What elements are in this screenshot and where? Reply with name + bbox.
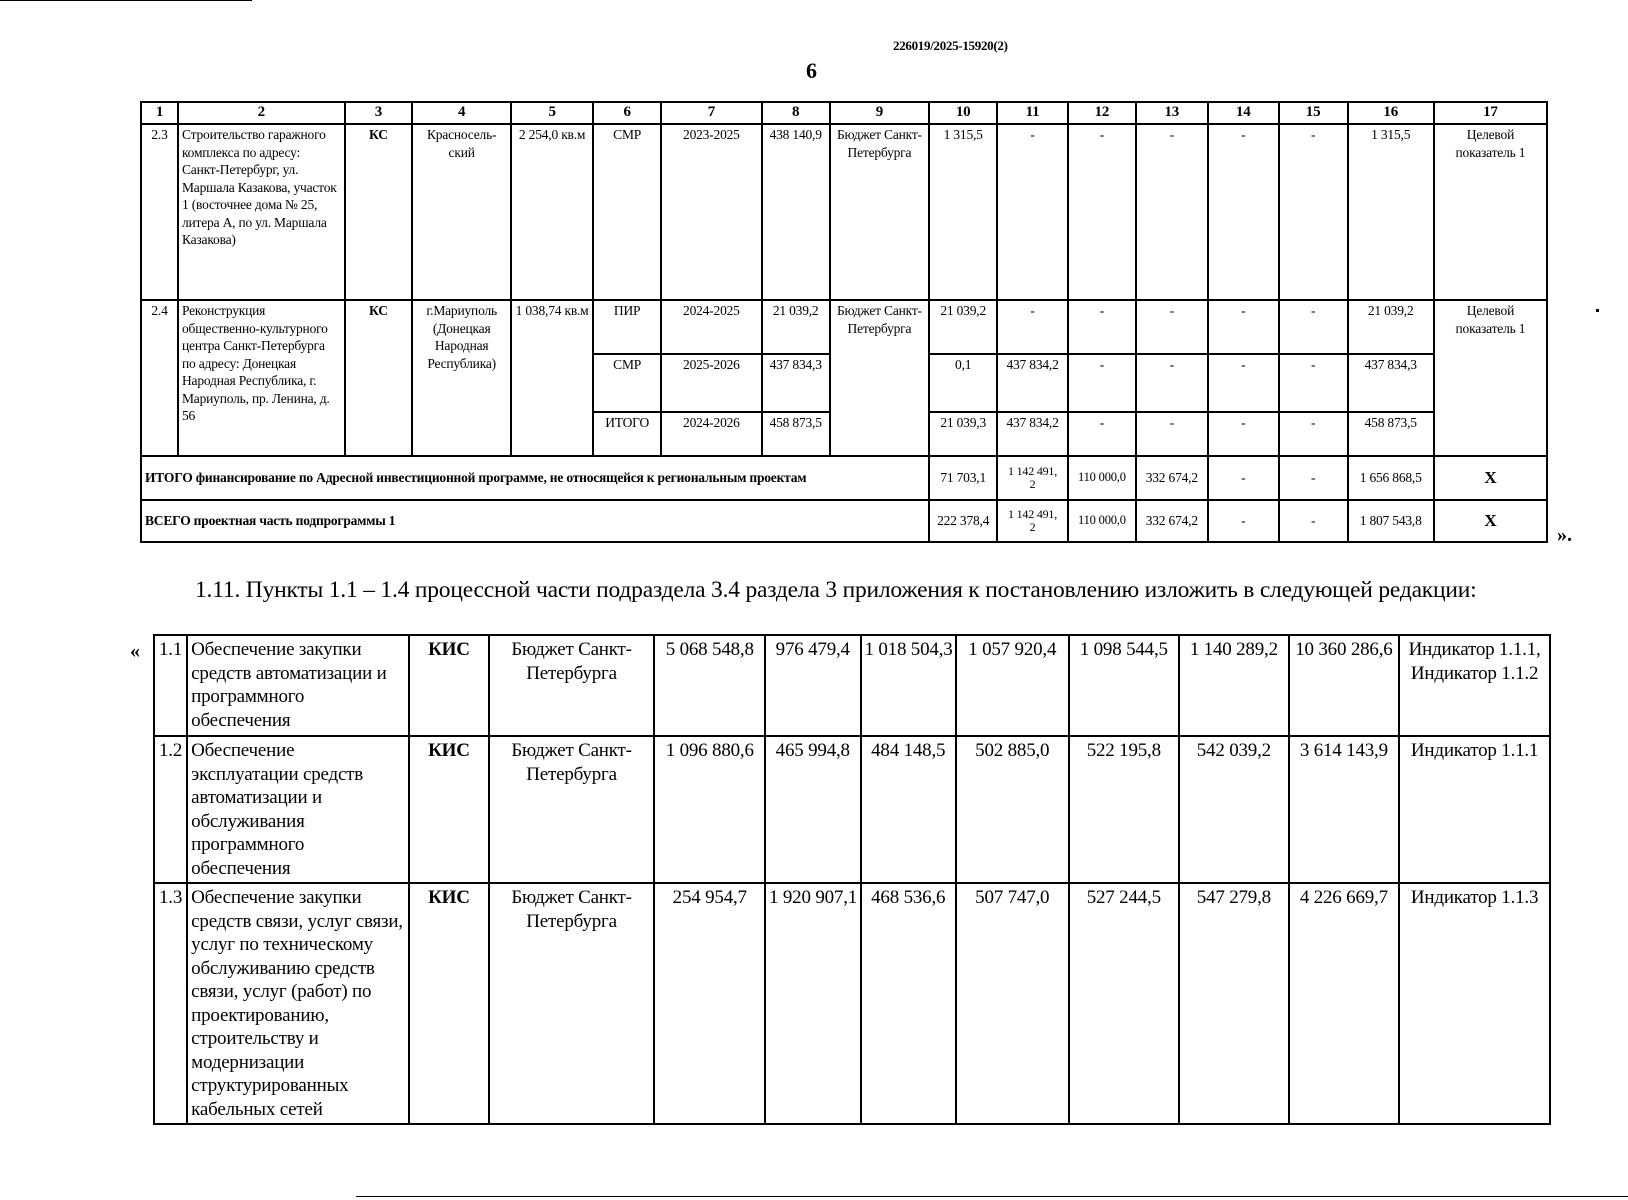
total-cell: 1 315,5 bbox=[1348, 124, 1434, 300]
total-cell: 21 039,2 bbox=[1348, 300, 1434, 354]
top-rule bbox=[0, 0, 252, 1]
col-header: 5 bbox=[511, 102, 593, 124]
col-header: 11 bbox=[997, 102, 1068, 124]
document-number: 226019/2025-15920(2) bbox=[893, 38, 1008, 53]
period: 2024-2026 bbox=[661, 412, 762, 456]
col-header: 4 bbox=[412, 102, 511, 124]
object-type: КС bbox=[345, 124, 413, 300]
funding-source: Бюджет Санкт-Петербурга bbox=[489, 736, 655, 883]
total-cell: 3 614 143,9 bbox=[1289, 736, 1400, 883]
investment-program-table bbox=[140, 101, 1548, 543]
col-header: 7 bbox=[661, 102, 762, 124]
col-header: 8 bbox=[762, 102, 830, 124]
value-cell: 465 994,8 bbox=[765, 736, 860, 883]
target-indicator: Целевой показатель 1 bbox=[1434, 300, 1547, 456]
value-cell: 110 000,0 bbox=[1068, 456, 1136, 500]
value-cell: - bbox=[1136, 124, 1208, 300]
table-row bbox=[141, 124, 1547, 300]
table-row bbox=[154, 736, 1550, 883]
value-cell: 1 057 920,4 bbox=[956, 635, 1069, 736]
total-all-label: ВСЕГО проектная часть подпрограммы 1 bbox=[141, 500, 929, 542]
estimated-cost: 437 834,3 bbox=[762, 354, 830, 412]
value-cell: - bbox=[1279, 456, 1348, 500]
value-cell: - bbox=[1068, 412, 1136, 456]
value-cell: 110 000,0 bbox=[1068, 500, 1136, 542]
work-stage: ПИР bbox=[593, 300, 661, 354]
period: 2023-2025 bbox=[661, 124, 762, 300]
value-cell: 437 834,2 bbox=[997, 412, 1068, 456]
value-part: 1 142 491, bbox=[1008, 507, 1058, 521]
page-number: 6 bbox=[806, 58, 817, 83]
value-part: 2 bbox=[1029, 520, 1036, 534]
col-header: 10 bbox=[929, 102, 997, 124]
value-cell: 254 954,7 bbox=[654, 883, 765, 1124]
funding-source: Бюджет Санкт-Петербурга bbox=[489, 635, 655, 736]
value-cell-split bbox=[997, 456, 1068, 500]
closing-quote: ». bbox=[1557, 524, 1572, 546]
indicator: Индикатор 1.1.1, Индикатор 1.1.2 bbox=[1399, 635, 1550, 736]
value-cell: - bbox=[1208, 300, 1279, 354]
value-cell: 0,1 bbox=[929, 354, 997, 412]
value-cell: - bbox=[1279, 354, 1348, 412]
row-number: 1.1 bbox=[154, 635, 187, 736]
row-number: 1.3 bbox=[154, 883, 187, 1124]
column-number-row bbox=[141, 102, 1547, 124]
value-cell: 1 920 907,1 bbox=[765, 883, 860, 1124]
value-cell: 522 195,8 bbox=[1069, 736, 1180, 883]
district: г.Мариуполь (Донецкая Народная Республика) bbox=[412, 300, 511, 456]
value-cell: 437 834,2 bbox=[997, 354, 1068, 412]
indicator: Индикатор 1.1.3 bbox=[1399, 883, 1550, 1124]
estimated-cost: 21 039,2 bbox=[762, 300, 830, 354]
work-stage: СМР bbox=[593, 354, 661, 412]
value-cell: - bbox=[1208, 354, 1279, 412]
value-cell: 5 068 548,8 bbox=[654, 635, 765, 736]
bottom-rule bbox=[356, 1196, 1628, 1197]
value-cell: 547 279,8 bbox=[1179, 883, 1289, 1124]
x-mark: Х bbox=[1434, 456, 1547, 500]
target-indicator: Целевой показатель 1 bbox=[1434, 124, 1547, 300]
value-cell: - bbox=[1068, 354, 1136, 412]
value-cell: 976 479,4 bbox=[765, 635, 860, 736]
value-cell: 502 885,0 bbox=[956, 736, 1069, 883]
object-type: КС bbox=[345, 300, 413, 456]
work-stage: ИТОГО bbox=[593, 412, 661, 456]
amendment-paragraph: 1.11. Пункты 1.1 – 1.4 процессной части подраздела 3.4 раздела 3 приложения к постановлению изложить в следующей редакции: bbox=[195, 577, 1477, 603]
col-header: 15 bbox=[1279, 102, 1348, 124]
value-cell: - bbox=[1208, 456, 1279, 500]
estimated-cost: 438 140,9 bbox=[762, 124, 830, 300]
value-part: 1 142 491, bbox=[1008, 464, 1058, 478]
value-part: 2 bbox=[1029, 477, 1036, 491]
row-number: 2.4 bbox=[141, 300, 178, 456]
value-cell: 1 096 880,6 bbox=[654, 736, 765, 883]
indicator: Индикатор 1.1.1 bbox=[1399, 736, 1550, 883]
value-cell: 527 244,5 bbox=[1069, 883, 1180, 1124]
funding-source: Бюджет Санкт-Петербурга bbox=[489, 883, 655, 1124]
total-all-row bbox=[141, 500, 1547, 542]
total-cell: 1 656 868,5 bbox=[1348, 456, 1434, 500]
value-cell: - bbox=[1279, 500, 1348, 542]
funding-source: Бюджет Санкт-Петербурга bbox=[830, 124, 930, 300]
col-header: 12 bbox=[1068, 102, 1136, 124]
total-cell: 458 873,5 bbox=[1348, 412, 1434, 456]
executor: КИС bbox=[409, 883, 488, 1124]
value-cell: 1 315,5 bbox=[929, 124, 997, 300]
value-cell: 21 039,2 bbox=[929, 300, 997, 354]
col-header: 17 bbox=[1434, 102, 1547, 124]
value-cell: 332 674,2 bbox=[1136, 500, 1208, 542]
value-cell: 1 098 544,5 bbox=[1069, 635, 1180, 736]
executor: КИС bbox=[409, 736, 488, 883]
value-cell: - bbox=[1208, 500, 1279, 542]
col-header: 6 bbox=[593, 102, 661, 124]
col-header: 16 bbox=[1348, 102, 1434, 124]
col-header: 9 bbox=[830, 102, 930, 124]
period: 2025-2026 bbox=[661, 354, 762, 412]
value-cell: - bbox=[1208, 124, 1279, 300]
value-cell: - bbox=[1208, 412, 1279, 456]
value-cell: 332 674,2 bbox=[1136, 456, 1208, 500]
value-cell: 468 536,6 bbox=[861, 883, 956, 1124]
activity-name: Обеспечение эксплуатации средств автоматизации и обслуживания программного обеспечения bbox=[187, 736, 409, 883]
margin-dot bbox=[1596, 309, 1599, 312]
opening-quote: « bbox=[130, 640, 140, 662]
value-cell: - bbox=[1068, 124, 1136, 300]
period: 2024-2025 bbox=[661, 300, 762, 354]
value-cell: 484 148,5 bbox=[861, 736, 956, 883]
value-cell: - bbox=[997, 124, 1068, 300]
col-header: 13 bbox=[1136, 102, 1208, 124]
value-cell: - bbox=[1136, 412, 1208, 456]
total-cell: 10 360 286,6 bbox=[1289, 635, 1400, 736]
object-name: Реконструкция общественно-культурного центра Санкт-Петербурга по адресу: Донецкая Народная Республика, г. Мариуполь, пр. Ленина, д. 56 bbox=[178, 300, 345, 456]
value-cell: 1 140 289,2 bbox=[1179, 635, 1289, 736]
total-cell: 1 807 543,8 bbox=[1348, 500, 1434, 542]
value-cell: - bbox=[1136, 300, 1208, 354]
total-cell: 4 226 669,7 bbox=[1289, 883, 1400, 1124]
x-mark: Х bbox=[1434, 500, 1547, 542]
value-cell: 542 039,2 bbox=[1179, 736, 1289, 883]
object-name: Строительство гаражного комплекса по адресу: Санкт-Петербург, ул. Маршала Казакова, участок 1 (восточнее дома № 25, литера А, по ул. Маршала Казакова) bbox=[178, 124, 345, 300]
value-cell: - bbox=[1068, 300, 1136, 354]
total-cell: 437 834,3 bbox=[1348, 354, 1434, 412]
col-header: 3 bbox=[345, 102, 413, 124]
table-row bbox=[154, 635, 1550, 736]
district: Красносель-ский bbox=[412, 124, 511, 300]
row-number: 2.3 bbox=[141, 124, 178, 300]
value-cell-split bbox=[997, 500, 1068, 542]
value-cell: 507 747,0 bbox=[956, 883, 1069, 1124]
col-header: 1 bbox=[141, 102, 178, 124]
value-cell: - bbox=[1136, 354, 1208, 412]
row-number: 1.2 bbox=[154, 736, 187, 883]
activity-name: Обеспечение закупки средств связи, услуг связи, услуг по техническому обслуживанию средств связи, услуг (работ) по проектированию, строительству и модернизации структурированных кабельных сетей bbox=[187, 883, 409, 1124]
work-stage: СМР bbox=[593, 124, 661, 300]
value-cell: - bbox=[1279, 124, 1348, 300]
col-header: 2 bbox=[178, 102, 345, 124]
executor: КИС bbox=[409, 635, 488, 736]
value-cell: 71 703,1 bbox=[929, 456, 997, 500]
capacity: 2 254,0 кв.м bbox=[511, 124, 593, 300]
total-aip-row bbox=[141, 456, 1547, 500]
value-cell: 21 039,3 bbox=[929, 412, 997, 456]
table-row bbox=[141, 300, 1547, 354]
total-aip-label: ИТОГО финансирование по Адресной инвестиционной программе, не относящейся к региональным проектам bbox=[141, 456, 929, 500]
activity-name: Обеспечение закупки средств автоматизации и программного обеспечения bbox=[187, 635, 409, 736]
table-row bbox=[154, 883, 1550, 1124]
funding-source: Бюджет Санкт-Петербурга bbox=[830, 300, 930, 456]
value-cell: - bbox=[1279, 300, 1348, 354]
value-cell: 222 378,4 bbox=[929, 500, 997, 542]
capacity: 1 038,74 кв.м bbox=[511, 300, 593, 456]
col-header: 14 bbox=[1208, 102, 1279, 124]
estimated-cost: 458 873,5 bbox=[762, 412, 830, 456]
value-cell: 1 018 504,3 bbox=[861, 635, 956, 736]
value-cell: - bbox=[997, 300, 1068, 354]
process-part-table bbox=[153, 634, 1551, 1125]
value-cell: - bbox=[1279, 412, 1348, 456]
